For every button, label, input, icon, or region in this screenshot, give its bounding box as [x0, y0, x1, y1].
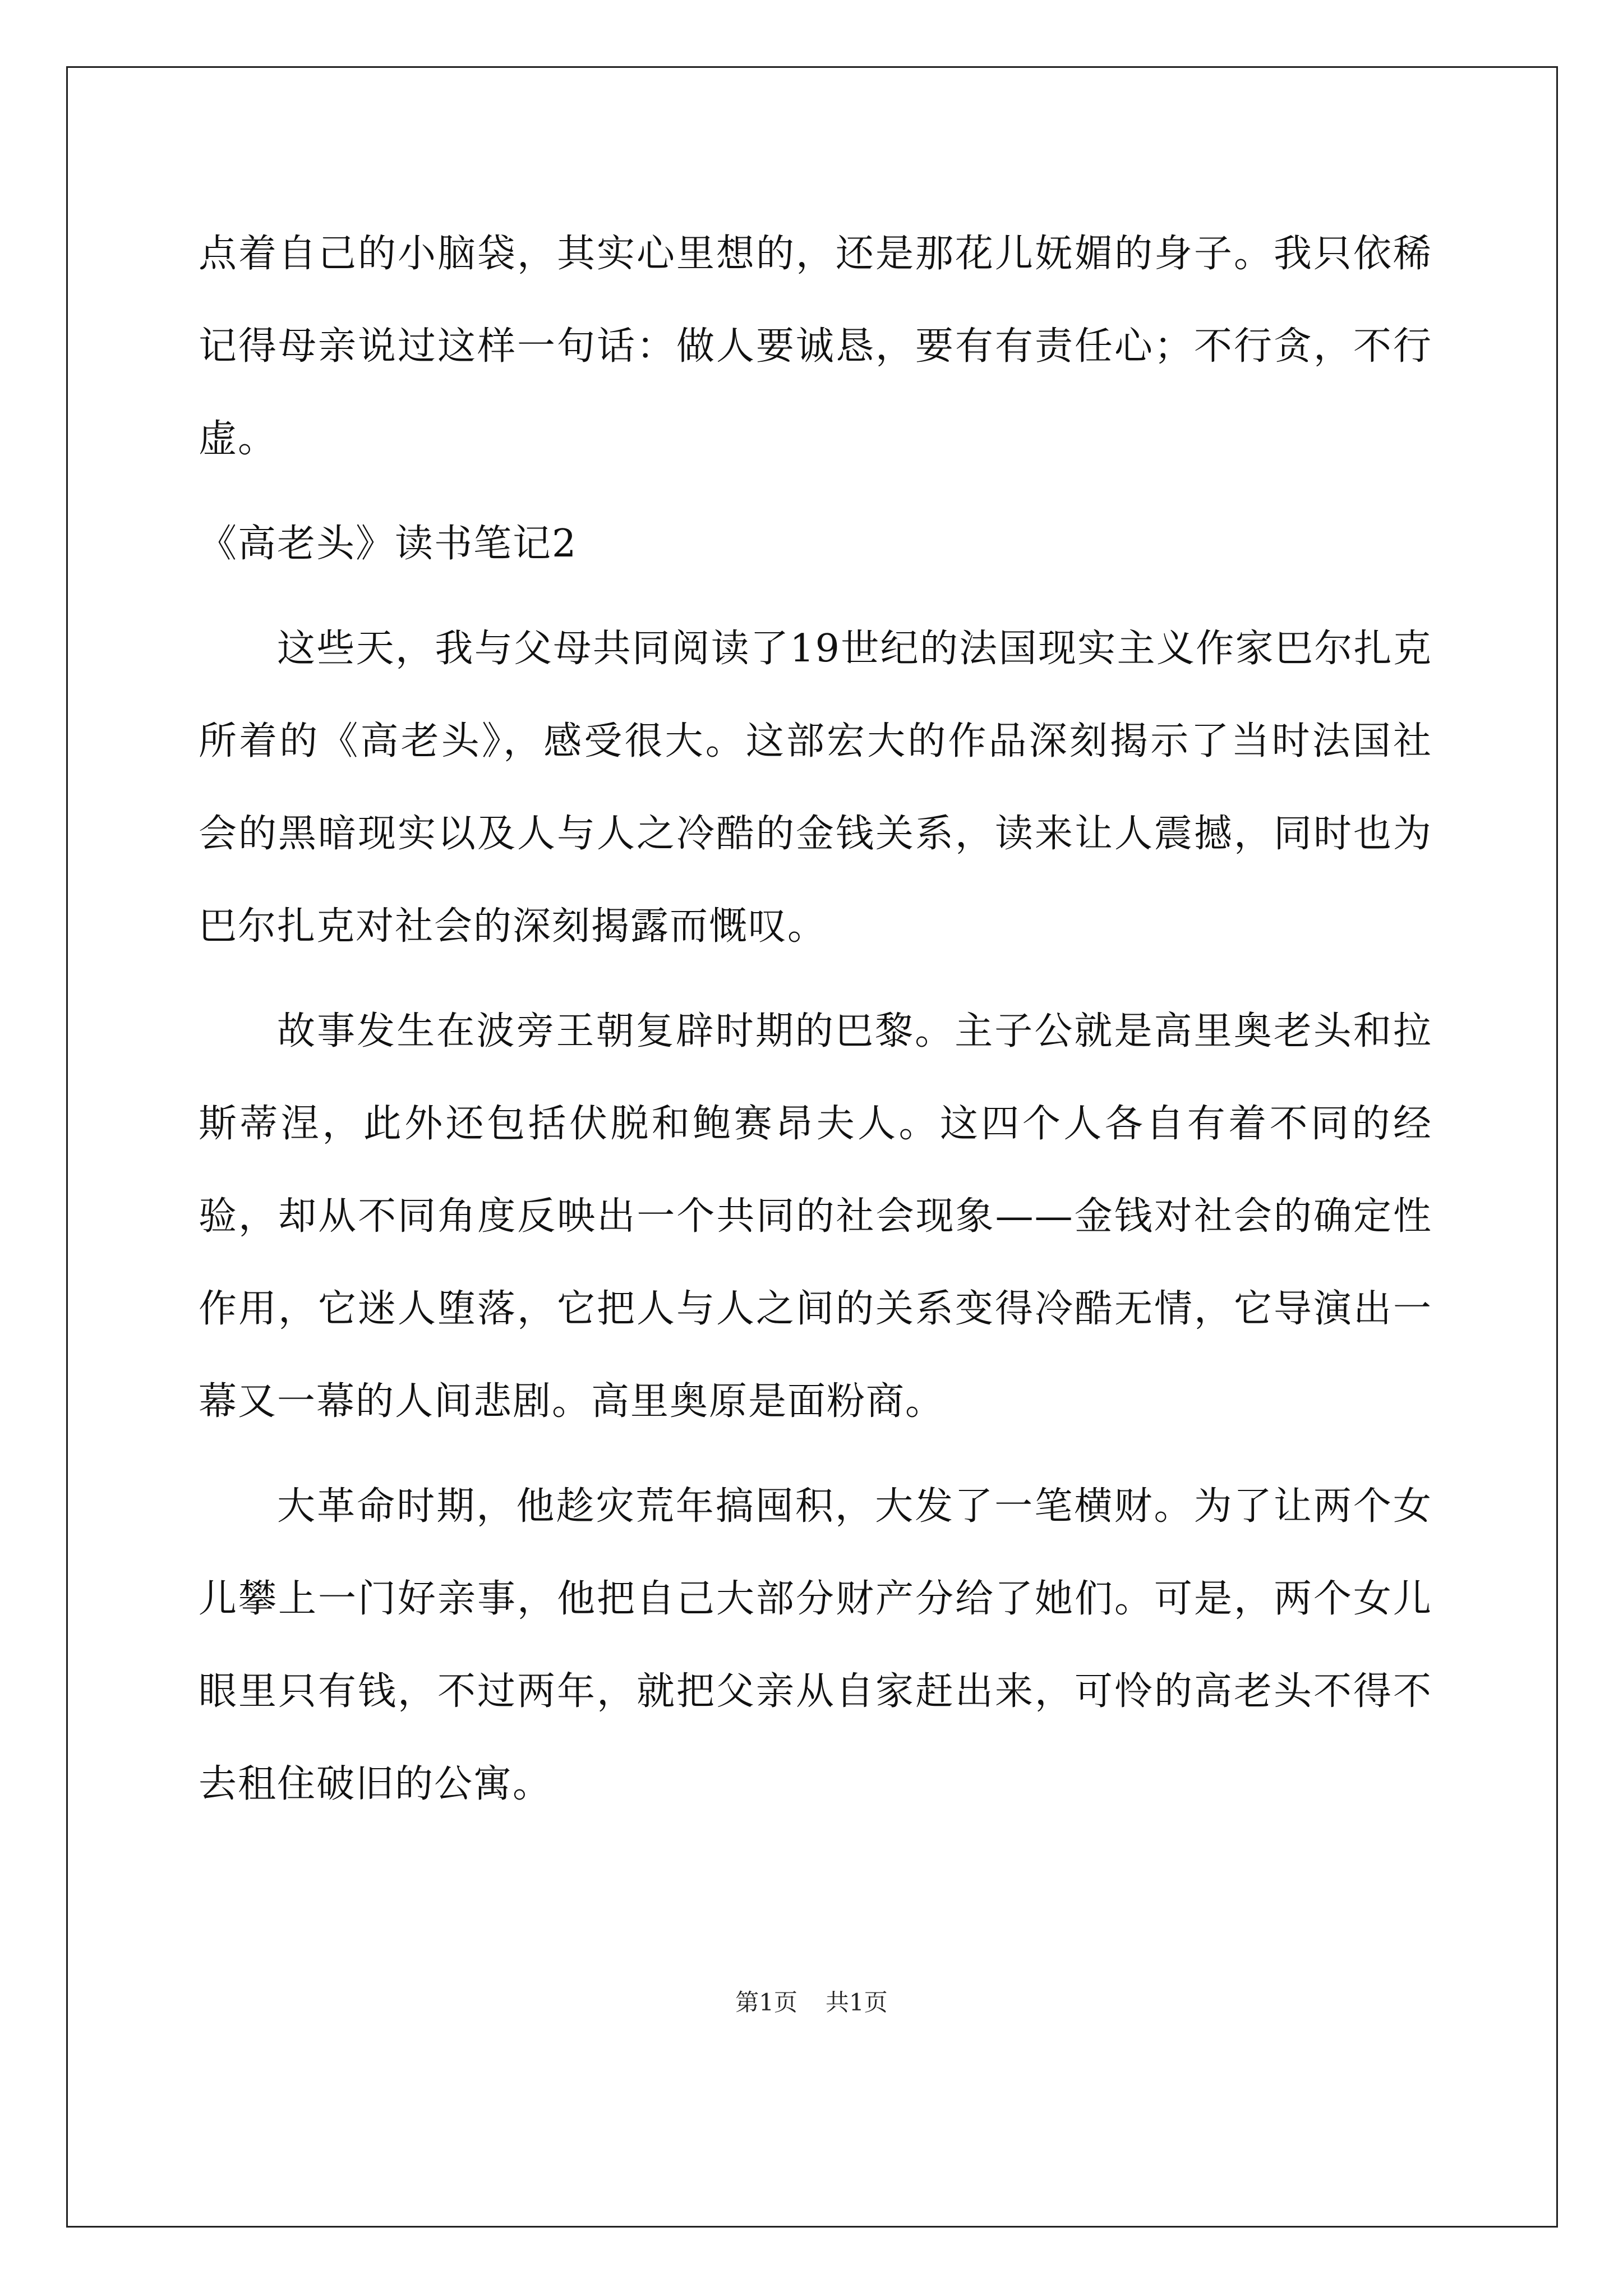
page-footer — [0, 1986, 1623, 2019]
paragraph-revolution: 大革命时期，他趁灾荒年搞囤积，大发了一笔横财。为了让两个女儿攀上一门好亲事，他把自己大部分财产分给了她们。可是，两个女儿眼里只有钱，不过两年，就把父亲从自家赶出来，可怜的高老头不得不去租住破旧的公寓。 — [199, 1484, 1432, 1806]
page-number: 第1页 — [735, 1989, 797, 2016]
paragraph-continuation: 点着自己的小脑袋，其实心里想的，还是那花儿妩媚的身子。我只依稀记得母亲说过这样一句话：做人要诚恳，要有有责任心；不行贪，不行虚。 — [199, 232, 1432, 461]
page-total: 共1页 — [826, 1989, 888, 2016]
document-body — [199, 208, 1432, 1830]
paragraph-intro: 这些天，我与父母共同阅读了19世纪的法国现实主义作家巴尔扎克所着的《高老头》，感受很大。这部宏大的作品深刻揭示了当时法国社会的黑暗现实以及人与人之冷酷的金钱关系，读来让人震撼，同时也为巴尔扎克对社会的深刻揭露而慨叹。 — [199, 627, 1432, 949]
section-heading: 《高老头》读书笔记2 — [199, 522, 578, 566]
paragraph-story: 故事发生在波旁王朝复辟时期的巴黎。主子公就是高里奥老头和拉斯蒂涅，此外还包括伏脱和鲍赛昂夫人。这四个人各自有着不同的经验，却从不同角度反映出一个共同的社会现象——金钱对社会的确定性作用，它迷人堕落，它把人与人之间的关系变得冷酷无情，它导演出一幕又一幕的人间悲剧。高里奥原是面粉商。 — [199, 1009, 1432, 1424]
